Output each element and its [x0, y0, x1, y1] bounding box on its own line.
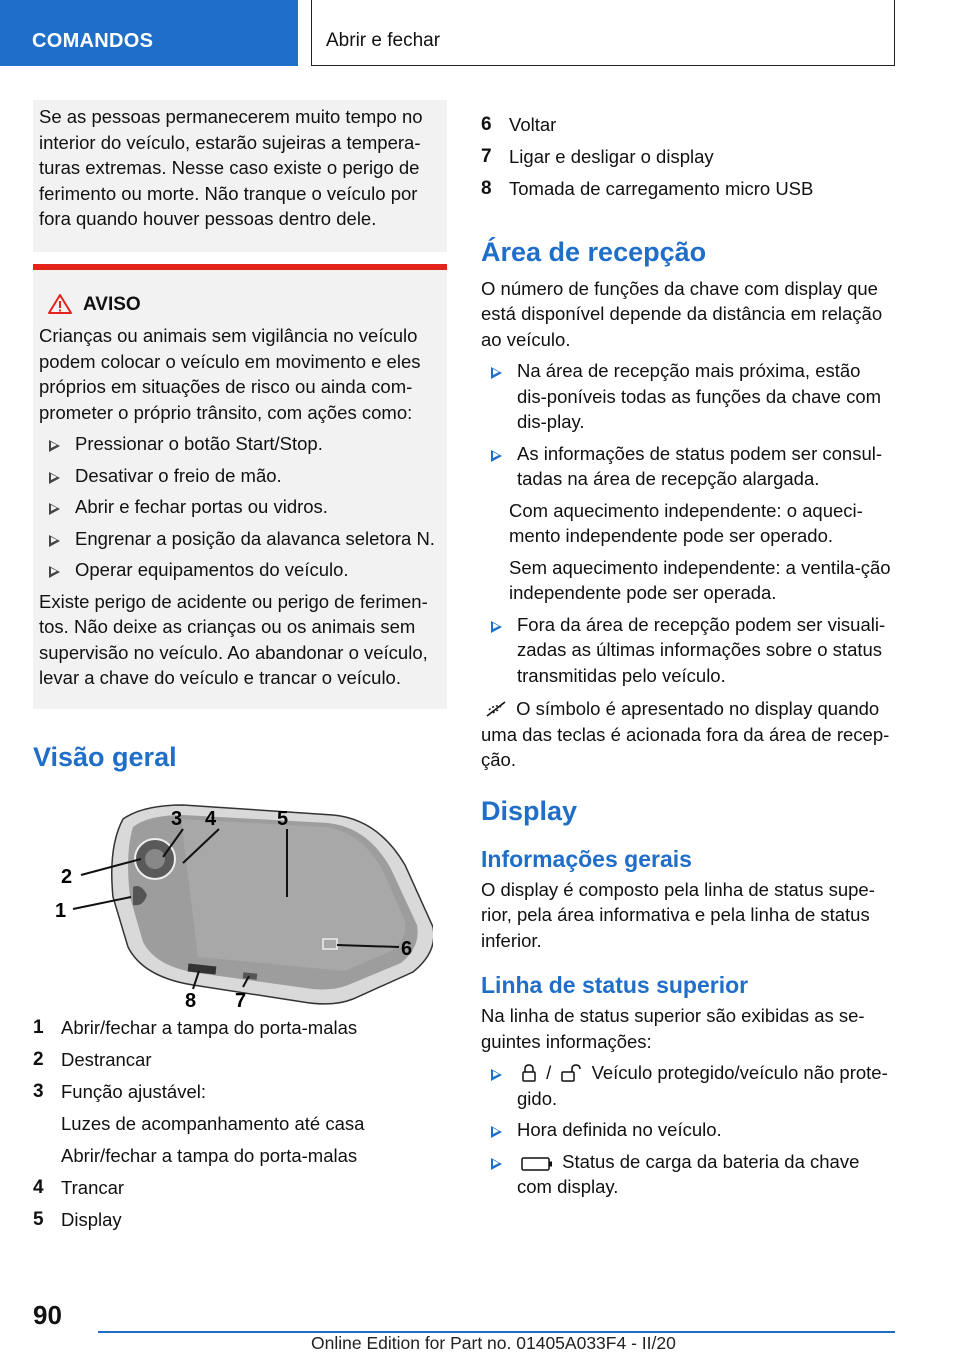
bullet-arrow-icon: [491, 1158, 502, 1170]
warning-item-text: Desativar o freio de mão.: [75, 464, 282, 486]
out-of-range-note: [481, 696, 895, 773]
overview-item: [33, 1175, 447, 1201]
right-column: [481, 110, 895, 1206]
reception-item-text: Na área de recepção mais próxima, estão dis-poníveis todas as funções da chave com dis-play.: [517, 360, 882, 432]
warning-list-item: [39, 557, 441, 583]
chapter-title: Abrir e fechar: [326, 30, 441, 51]
item-text: Voltar: [509, 114, 557, 135]
status-list-item: [481, 1060, 895, 1111]
warning-list-item: [39, 526, 441, 552]
item-text: Trancar: [61, 1176, 125, 1198]
warning-list-item: [39, 494, 441, 520]
warning-title-row: [47, 292, 441, 318]
out-of-range-text: O símbolo é apresentado no display quando uma das teclas é acionada fora da área de recep-ção.: [481, 698, 890, 770]
section-title: COMANDOS: [32, 30, 154, 52]
item-text: Display: [61, 1208, 122, 1230]
lock-open-icon: [560, 1064, 582, 1082]
overview-subitem: Abrir/fechar a tampa do porta-malas: [61, 1144, 358, 1166]
display-heading: Display: [481, 795, 578, 826]
callout-5: 5: [277, 807, 289, 830]
overview-item: [33, 1079, 447, 1105]
reception-item-text: Fora da área de recepção podem ser visuali-zadas as últimas informações sobre o status transmitidas pelo veículo.: [517, 613, 886, 686]
overview-item: [481, 112, 895, 138]
warning-title: AVISO: [83, 293, 141, 315]
bullet-arrow-icon: [491, 1126, 502, 1138]
callout-1: 1: [55, 899, 67, 922]
item-number: 5: [33, 1208, 44, 1230]
bullet-arrow-icon: [49, 440, 60, 452]
warning-triangle-icon: [47, 293, 73, 315]
info-box: [33, 100, 447, 252]
status-line-heading: Linha de status superior: [481, 972, 749, 998]
warning-closing: Existe perigo de acidente ou perigo de ferimen-tos. Não deixe as crianças ou os animais sem supervisão no veículo. Ao abandonar o veículo, levar a chave do veículo e trancar o veículo.: [39, 590, 428, 688]
overview-item: [33, 1207, 447, 1233]
lock-separator: /: [546, 1062, 552, 1083]
status-item-text: Status de carga da bateria da chave com display.: [517, 1150, 860, 1197]
warning-item-text: Abrir e fechar portas ou vidros.: [75, 496, 328, 517]
item-number: 1: [33, 1016, 44, 1038]
item-text: Tomada de carregamento micro USB: [509, 178, 814, 199]
callout-3: 3: [171, 807, 183, 830]
general-info-text: O display é composto pela linha de status supe-rior, pela área informativa e pela linha de status inferior.: [481, 878, 875, 951]
item-number: 8: [481, 178, 492, 199]
status-list-item: [481, 1117, 895, 1143]
edition-note: Online Edition for Part no. 01405A033F4 - II/20: [311, 1333, 676, 1353]
left-column: [33, 100, 447, 1239]
warning-item-text: Engrenar a posição da alavanca seletora N.: [75, 527, 435, 549]
overview-item: [481, 144, 895, 170]
item-number: 3: [33, 1080, 44, 1102]
reception-item-text: As informações de status podem ser consul-tadas na área de recepção alargada.: [517, 442, 883, 489]
item-text: Ligar e desligar o display: [509, 146, 714, 167]
warning-list-item: [39, 463, 441, 489]
bullet-arrow-icon: [49, 535, 60, 547]
key-fob-illustration: [33, 787, 433, 1009]
warning-item-text: Operar equipamentos do veículo.: [75, 559, 349, 580]
no-signal-icon: [485, 700, 507, 718]
reception-intro: O número de funções da chave com display que está disponível depende da distância em relação ao veículo.: [481, 277, 883, 350]
callout-2: 2: [61, 865, 73, 888]
page-number: 90: [33, 1300, 62, 1330]
item-text: Abrir/fechar a tampa do porta-malas: [61, 1016, 358, 1038]
status-item-text: Veículo protegido/veículo não prote-gido.: [517, 1062, 888, 1109]
status-line-intro: Na linha de status superior são exibidas as se-guintes informações:: [481, 1005, 865, 1052]
item-text: Destrancar: [61, 1048, 152, 1070]
chapter-header: [311, 0, 895, 66]
item-number: 7: [481, 146, 492, 167]
section-tab: [0, 0, 298, 66]
warning-box: [33, 264, 447, 709]
bullet-arrow-icon: [491, 1069, 502, 1081]
warning-item-text: Pressionar o botão Start/Stop.: [75, 433, 323, 454]
bullet-arrow-icon: [491, 450, 502, 462]
bullet-arrow-icon: [49, 566, 60, 578]
reception-list-item: [481, 441, 895, 492]
item-text: Função ajustável:: [61, 1080, 207, 1102]
warning-list-item: [39, 431, 441, 457]
warning-text: Crianças ou animais sem vigilância no veículo podem colocar o veículo em movimento e eles próprios em situações de risco ou ainda com-prometer o próprio trânsito, com ações como:: [39, 325, 421, 423]
item-number: 4: [33, 1176, 44, 1198]
reception-list-item: [481, 358, 895, 435]
bullet-arrow-icon: [491, 367, 502, 379]
reception-subtext: Com aquecimento independente: o aqueci-mento independente pode ser operado.: [509, 499, 863, 546]
item-number: 6: [481, 114, 492, 135]
bullet-arrow-icon: [49, 503, 60, 515]
overview-item: [33, 1047, 447, 1073]
reception-heading: Área de recepção: [481, 236, 707, 267]
callout-8: 8: [185, 989, 197, 1009]
overview-item: [481, 176, 895, 202]
overview-subitem: Luzes de acompanhamento até casa: [61, 1112, 365, 1134]
overview-heading: Visão geral: [33, 741, 177, 772]
callout-7: 7: [235, 989, 247, 1009]
callout-6: 6: [401, 937, 413, 960]
callout-4: 4: [205, 807, 217, 830]
general-info-heading: Informações gerais: [481, 845, 692, 872]
info-box-text: Se as pessoas permanecerem muito tempo no interior do veículo, estarão sujeiras a tempera-turas extremas. Nesse caso existe o perigo de ferimento ou morte. Não tranque o veículo por fora quando houver pessoas dentro dele.: [39, 106, 423, 229]
status-list-item: [481, 1149, 895, 1200]
reception-list-item: [481, 612, 895, 689]
lock-closed-icon: [521, 1064, 537, 1082]
bullet-arrow-icon: [491, 621, 502, 633]
battery-icon: [521, 1157, 553, 1171]
item-number: 2: [33, 1048, 44, 1070]
overview-item: [33, 1015, 447, 1041]
status-item-text: Hora definida no veículo.: [517, 1119, 722, 1140]
reception-subtext: Sem aquecimento independente: a ventila-ção independente pode ser operada.: [509, 556, 891, 603]
bullet-arrow-icon: [49, 472, 60, 484]
